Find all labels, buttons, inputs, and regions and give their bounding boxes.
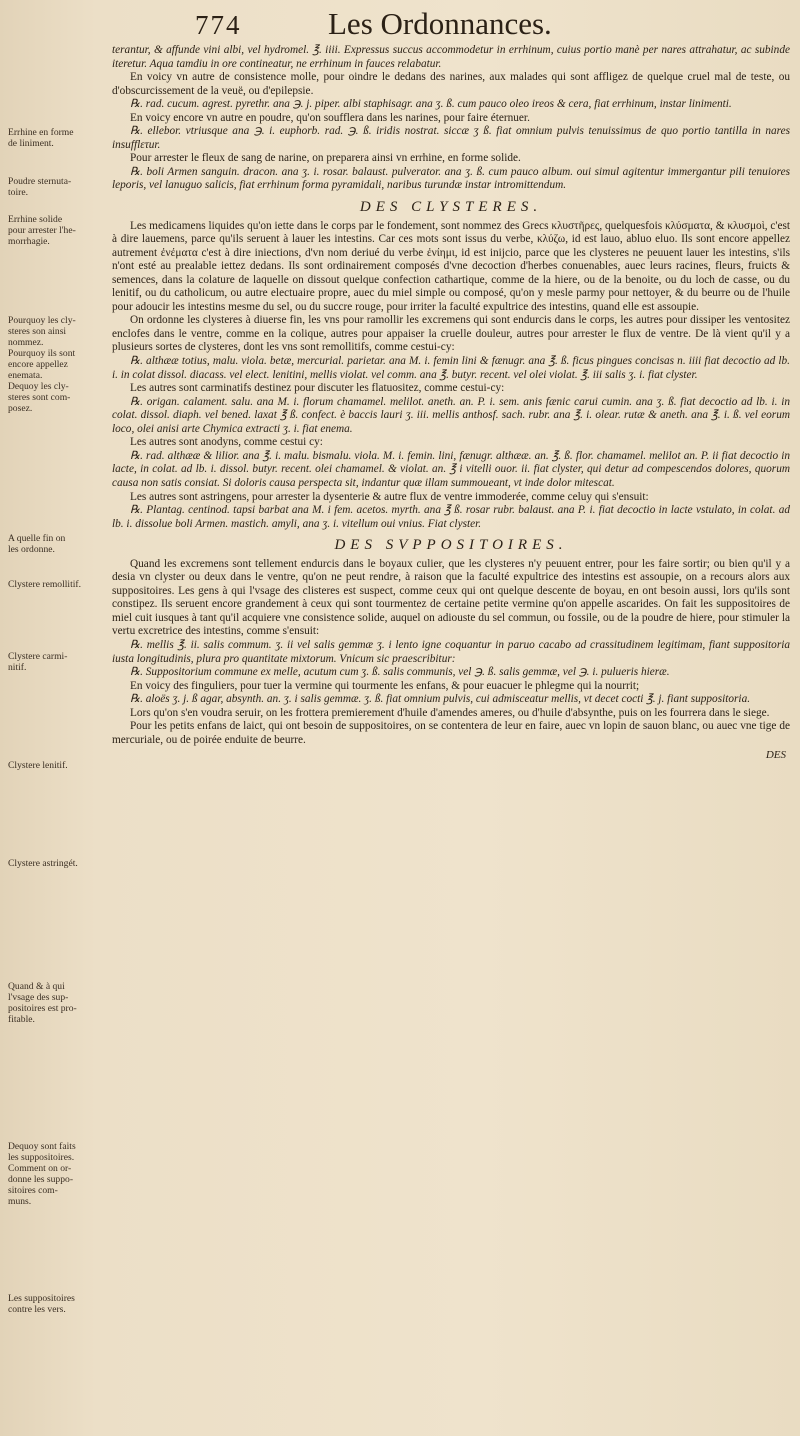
paragraph: Les autres sont anodyns, comme cestui cy: — [130, 436, 323, 449]
paragraph: On ordonne les clysteres à diuerse fin, les vns pour ramollir les excremens qui sont endurcis dans le corps, les autres pour dissiper les ventositez enclofes dans le ventre, comme en la colique, autres pour appaiser la cruelle douleur, autres pour arrester le flux de ventre. De là vient qu'il y a plusieurs sortes de clysteres, dont les vns sont remollitifs, comme cestui-cy: — [112, 314, 790, 354]
recipe-paragraph: ℞. boli Armen sanguin. dracon. ana ʒ. i. rosar. balaust. pulverator. ana ʒ. ß. cum pauco album. oui simul agitentur immergantur pili tenuiores leporis, vel lanuguo salicis, fiat errhinum forma pyramidali, naribus turundæ instar intromittendum. — [112, 165, 790, 192]
margin-note: A quelle fin on les ordonne. — [8, 533, 66, 555]
recipe-paragraph: ℞. Plantag. centinod. tapsi barbat ana M. i fem. acetos. myrth. ana ℥ ß. rosar rubr. balaust. ana P. i. fiat decoctio in lacte vstulato, in colat. ad lb. i. dissolue boli Armen. mastich. amyli, ana ʒ. i. vitellum oui vnius. Fiat clyster. — [112, 504, 790, 530]
main-text — [112, 44, 790, 763]
paragraph: Les medicamens liquides qu'on iette dans le corps par le fondement, sont nommez des Grecs κλυστῆρες, quelquesfois κλύσματα, & κλυσμοὶ, c'est à dire lauemens, parce qu'ils seruent à lauer les intestins. Car ces mots sont issus du verbe, κλύζω, id est lauo, abluo eluo. Ils sont encore appellez autrement ἐνέματα c'est à dire iniections, d'vn nom deriué du verbe ἐνίημι, id est inijcio, parce que les clysteres ne peuuent lauer les intestins, s'ils n'ont esté au prealable iettez dedans. Ils sont ordinairement composés d'vne decoction d'herbes conuenables, auec leurs racines, fleurs, fruicts & semences, dans la colature de laquelle on dissout quelque confection cathartique, comme de la hiere, ou de la benoite, ou du loch de casse, ou du lenitif, ou du catholicum, ou autre electuaire propre, auec du miel simple ou composé, qu'on y mesle parmy pour nettoyer, & du beurre ou de l'huile pour adoucir les intestins mesme du sel, ou du succre rouge, pour irriter la faculté expultrice des intestins, quand elle est assoupie. — [112, 219, 790, 313]
margin-note: Errhine en forme de liniment. — [8, 127, 74, 149]
margin-note: Clystere carmi- nitif. — [8, 651, 68, 673]
margin-note: Les suppositoires contre les vers. — [8, 1293, 75, 1315]
margin-note: Clystere remollitif. — [8, 579, 82, 590]
margin-note: Quand & à qui l'vsage des sup- positoires est pro- fitable. — [8, 981, 77, 1025]
recipe-paragraph: ℞. origan. calament. salu. ana M. i. florum chamamel. melilot. aneth. an. P. i. sem. anis fænic carui cumin. ana ʒ. ß. fiat decoctio ad lb. i. in colat. dissol. diaph. vel bened. laxat ℥ ß. confect. è baccis lauri ʒ. iii. mellis anthosf. sach. rubr. ana ℥. i. olear. rutæ & aneth. ana ℥. i. ß. vel eorum loco, olei anisi arte Chymica extracti ʒ. i. fiat enema. — [112, 395, 790, 435]
paragraph: Les autres sont astringens, pour arrester la dysenterie & autre flux de ventre immoderée, comme celuy qui s'ensuit: — [130, 490, 649, 503]
margin-note: Clystere lenitif. — [8, 760, 68, 771]
page-header — [0, 6, 800, 46]
recipe-paragraph: ℞. althææ totius, malu. viola. betæ, mercurial. parietar. ana M. i. femin lini & fænugr. ana ℥. ß. ficus pingues concisas n. iiii fiat decoctio ad lb. i. in colat dissol. diacass. vel elect. lenitini, mellis violat. vel comm. ana ℥. butyr. recent. vel olei violat. ℥. iii salis ʒ. i. fiat clyster. — [112, 355, 790, 381]
paragraph: En voicy encore vn autre en poudre, qu'on soufflera dans les narines, pour faire éternuer. — [130, 111, 530, 124]
recipe-paragraph: ℞. rad. althææ & lilior. ana ℥. i. malu. bismalu. viola. M. i. femin. lini, fænugr. althææ. an. ℥. ß. flor. chamamel. melilot an. P. ii fiat decoctio in lacte, in colat. ad lb. i. dissol. butyr. recent. olei chamamel. & violat. an. ℥ i vitelli ouor. ii. fiat clyster, qui detur ad compescendos dolores, quorum causa non satis consiat. Si doloris causa perspecta sit, indantur quæ illam summoueant, vt inde dolor mitescat. — [112, 449, 790, 489]
running-title: Les Ordonnances. — [328, 6, 552, 41]
paragraph: Lors qu'on s'en voudra seruir, on les frottera premierement d'huile d'amendes ameres, ou d'huile d'absynthe, puis on les fourrera dans le siege. — [130, 706, 770, 719]
recipe-paragraph: ℞. Suppositorium commune ex melle, acutum cum ʒ. ß. salis communis, vel ℈. ß. salis gemmæ, vel ℈. i. pulueris hieræ. — [130, 666, 670, 679]
recipe-paragraph: ℞. mellis ℥. ii. salis commum. ʒ. ii vel salis gemmæ ʒ. i lento igne coquantur in paruo cacabo ad crassitudinem legitimam, fiant suppositoria iusta longitudinis, plura pro quantitate mixtorum. Vnicum sic praescribitur: — [112, 638, 790, 665]
margin-note: Errhine solide pour arrester l'he- morrhagie. — [8, 214, 76, 247]
recipe-paragraph: ℞. ellebor. vtriusque ana ℈. i. euphorb. rad. ℈. ß. iridis nostrat. siccæ ʒ ß. fiat omnium pulvis tenuissimus de quo portio tantilla in nares insufflετur. — [112, 125, 790, 151]
margin-note: Poudre sternuta- toire. — [8, 176, 72, 198]
paragraph: Pour les petits enfans de laict, qui ont besoin de suppositoires, on se contentera de leur en faire, auec vn lopin de sauon blanc, ou auec vne tige de mercuriale, ou de poirée enduite de beurre. — [112, 720, 790, 746]
margin-note: Pourquoy les cly- steres son ainsi nommez. Pourquoy ils sont encore appellez enemata. Dequoy les cly- steres sont com- posez. — [8, 315, 76, 414]
page-number: 774 — [195, 10, 242, 40]
section-title-clysteres: DES CLYSTERES. — [359, 199, 543, 216]
recipe-paragraph: ℞. rad. cucum. agrest. pyrethr. ana ℈. j. piper. albi staphisagr. ana ʒ. ß. cum pauco oleo ireos & cera, fiat errhinum, instar linimenti. — [130, 98, 732, 111]
paragraph: Pour arrester le fleux de sang de narine, on preparera ainsi vn errhine, en forme solide. — [130, 152, 521, 165]
paragraph: En voicy des finguliers, pour tuer la vermine qui tourmente les enfans, & pour euacuer le phlegme qui la nourrit; — [130, 679, 640, 692]
paragraph: En voicy vn autre de consistence molle, pour oindre le dedans des narines, aux malades qui sont affligez de quelque cruel mal de teste, ou d'obscurcissement de la veuë, ou d'epilepsie. — [112, 71, 790, 97]
margin-note: Clystere astringét. — [8, 858, 78, 869]
paragraph: Les autres sont carminatifs destinez pour discuter les flatuositez, comme cestui-cy: — [130, 382, 505, 395]
paragraph: Quand les excremens sont tellement endurcis dans le boyaux culier, que les clysteres n'y peuuent entrer, pour les faire sortir; ou bien qu'il y a desia vn clyster ou deux dans le ventre, qu'on ne peut rendre, à raison que la faculté expultrice des intestins est assoupie, on a recours alors aux suppositoires. Les gens à qui l'vsage des clisteres est suspect, comme ceux qui ont quelque descente de boyau, en ont besoin aussi, lors qu'ils sont constipez. Ils seruent encore grandement à ceux qui sont tourmentez de certaine petite vermine qu'on appelle ascarides. On fait les suppositoires de miel cuit iusques à tant qu'il acquiere vne consistence solide, auquel on adiouste du sel commun, ou fossile, ou de la poudre de hiere, pour stimuler la vertu excretrice des intestins, comme s'ensuit: — [112, 557, 790, 638]
recipe-paragraph: ℞. aloës ʒ. j. ß agar, absynth. an. ʒ. i salis gemmæ. ʒ. ß. fiat omnium pulvis, cui admisceatur mellis, vt decet cocti ℥. j. fiant suppositoria. — [130, 693, 751, 706]
margin-notes — [0, 0, 100, 1436]
catchword: DES — [765, 749, 786, 762]
margin-note: Dequoy sont faits les suppositoires. Comment on or- donne les suppo- sitoires com- muns. — [8, 1141, 76, 1207]
section-title-suppositoires: DES SVPPOSITOIRES. — [334, 537, 568, 554]
intro-paragraph: terantur, & affunde vini albi, vel hydromel. ℥. iiii. Expressus succus accommodetur in errhinum, cuius portio manè per nares attrahatur, ac subinde iteretur. Aqua tamdiu in ore contineatur, ne errhinum in fauces relabatur. — [112, 44, 790, 70]
